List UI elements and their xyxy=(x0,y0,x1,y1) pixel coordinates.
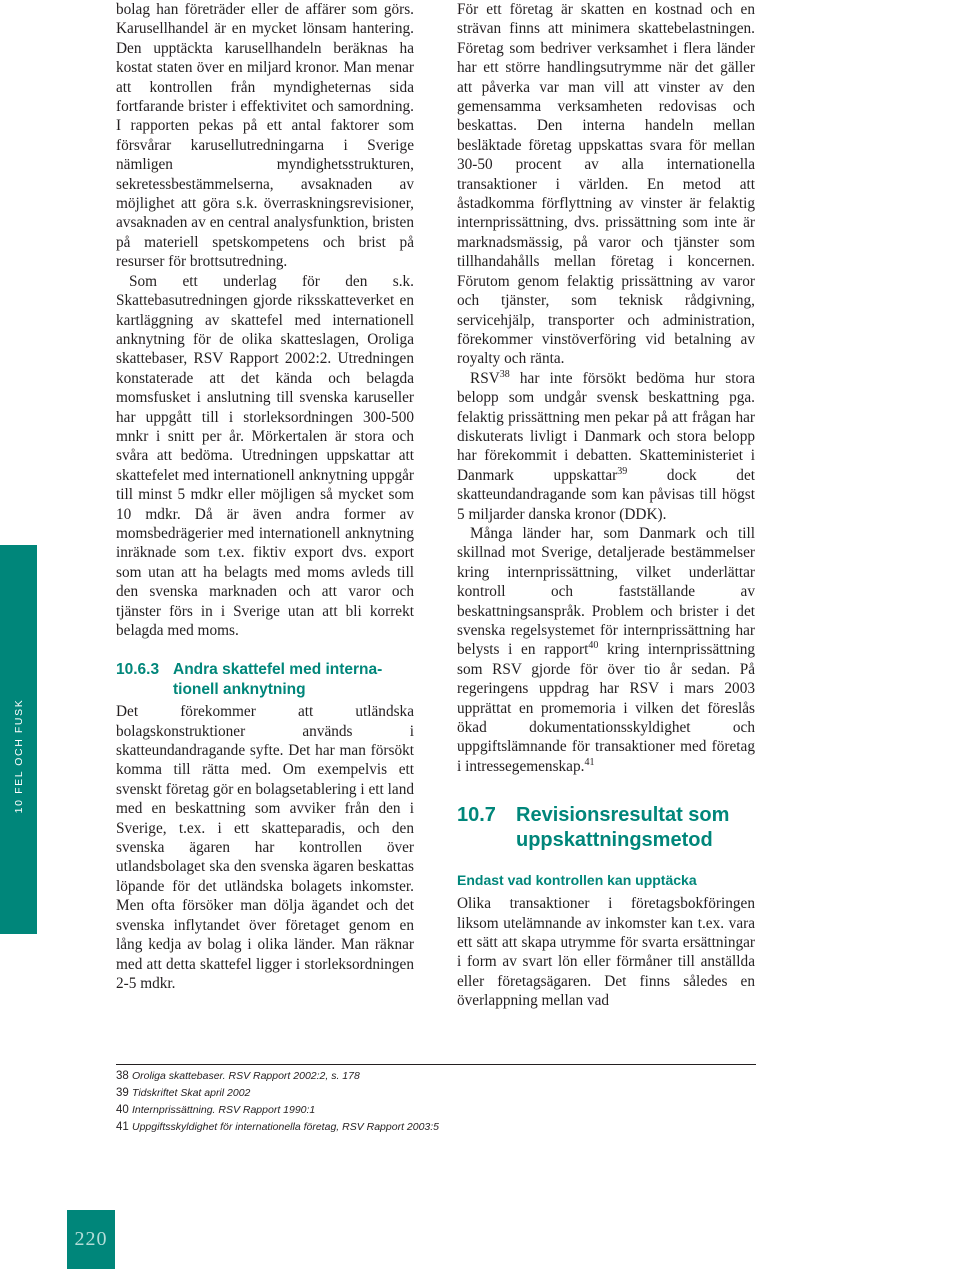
chapter-side-tab xyxy=(0,545,37,934)
footnote-ref-40: 40 xyxy=(588,640,599,652)
section-title xyxy=(516,803,729,853)
footnote-text: Internprissättning. RSV Rapport 1990:1 xyxy=(132,1104,316,1116)
section-title-line-2: uppskattningsmetod xyxy=(516,829,713,852)
footnote-number: 40 xyxy=(116,1104,129,1116)
right-paragraph-4: Olika transaktioner i företagsbokföringen liksom utelämnande av inkomster kan t.ex. vara ett sätt att skapa utrymme för svarta ersättningar i form av svart lön eller förmåner till anställda eller företagsägaren. Det finns således en överlappning mellan vad xyxy=(457,895,755,1010)
footnote-39 xyxy=(116,1085,756,1102)
footnote-40 xyxy=(116,1102,756,1119)
footnote-number: 39 xyxy=(116,1087,129,1099)
footnote-ref-38: 38 xyxy=(499,368,510,380)
footnote-41 xyxy=(116,1119,756,1136)
footnote-text: Uppgiftsskyldighet för internationella företag, RSV Rapport 2003:5 xyxy=(132,1121,440,1133)
page-number: 220 xyxy=(74,1228,108,1250)
section-heading-10-6-3 xyxy=(116,660,414,699)
right-paragraph-3 xyxy=(457,524,755,776)
right-column xyxy=(457,0,755,1011)
footnote-38 xyxy=(116,1068,756,1085)
left-column xyxy=(116,0,414,993)
section-heading-10-7 xyxy=(457,803,755,853)
left-paragraph-1: bolag han företräder eller de affärer som görs. Karusellhandel är en mycket lönsam hantering. Den upptäckta karusellhandeln beräknas ha kostat staten över en miljard kronor. Man menar att kontrollen från myndigheternas sida fortfarande brister i effektivitet och samordning. I rapporten pekas på ett antal faktorer som försvårar karusellutredningarna i Sverige nämligen myndighetsstrukturen, sekretessbestämmelserna, avsaknaden av möjlighet att göra s.k. överraskningsrevisioner, avsaknaden av en central analysfunktion, bristen på materiell spetskompetens och brist på resurser för brottsutredning. xyxy=(116,1,414,271)
chapter-label: 10 FEL OCH FUSK xyxy=(12,698,25,814)
right-paragraph-2 xyxy=(457,369,755,524)
right-paragraph-1: För ett företag är skatten en kostnad och en strävan finns att minimera skattebelastningen. Företag som bedriver verksamhet i flera länder har ett större handlingsutrymme när det gäller att påverka var man vill att vinster av den gemensamma verksamheten redovisas och beskattas. Den interna handeln mellan besläktade företag uppskattas svara för mellan 30-50 procent av alla internationella transaktioner i världen. En metod att åstadkomma förflyttning av vinster är felaktig internprissättning, dvs. prissättning som inte är marknadsmässig, på varor och tjänster som tillhandahålls mellan företag i koncernen. Förutom genom felaktig prissättning av varor och tjänster, som teknisk rådgivning, servicehjälp, transporter och administration, förekommer vinstöverföring vid betalning av royalty och ränta. xyxy=(457,1,755,368)
footnote-number: 38 xyxy=(116,1070,129,1082)
section-number: 10.7 xyxy=(457,804,496,827)
footnote-number: 41 xyxy=(116,1121,129,1133)
subheading: Endast vad kontrollen kan upptäcka xyxy=(457,872,697,889)
footnote-text: Tidskriftet Skat april 2002 xyxy=(132,1087,251,1099)
page-number-tab xyxy=(67,1210,115,1269)
footnote-text: Oroliga skattebaser. RSV Rapport 2002:2, s. 178 xyxy=(132,1070,360,1082)
footnotes xyxy=(116,1068,756,1136)
section-title-line-1: Andra skattefel med interna- xyxy=(173,661,383,679)
section-title xyxy=(173,660,382,699)
left-paragraph-3: Det förekommer att utländska bolagskonstruktioner används i skatteundandragande syfte. Det har man försökt komma till rätta med. Om exempelvis ett svenskt företag gör en bolagsetablering i ett land med en beskattning som avviker från den i Sverige, t.ex. i ett skatteparadis, och den svenska ägaren har kontrollen över utlandsbolaget ska den svenska ägaren beskattas löpande för det utländska bolagets inkomster. Men ofta försöker man dölja ägandet och det svenska inflytandet över företaget genom en lång kedja av bolag i olika länder. Man räknar med att detta skattefel ligger i storleksordningen 2-5 mdkr. xyxy=(116,703,414,992)
footnote-divider xyxy=(116,1064,756,1065)
text-run: Många länder har, som Danmark och till skillnad mot Sverige, detaljerade bestämmelser kring internprissättning, vilket underlättar kontroll och fastställande av beskattningsanspråk. Problem och brister i det svenska regelsystemet för internprissättning har belysts i en rapport xyxy=(457,524,755,659)
footnote-ref-39: 39 xyxy=(617,465,628,477)
text-run: RSV xyxy=(470,369,500,387)
section-title-line-2: tionell anknytning xyxy=(173,680,306,698)
text-run: har inte försökt bedöma hur stora belopp som undgår svensk beskattning pga. felaktig prissättning men pekar på att frågan har diskuterats livligt i Danmark och stora belopp har förekommit i debatten. Skatteministeriet i Danmark uppskattar xyxy=(457,369,755,484)
section-title-line-1: Revisionsresultat som xyxy=(516,804,730,827)
footnote-ref-41: 41 xyxy=(584,756,595,768)
left-paragraph-2: Som ett underlag för den s.k. Skattebasutredningen gjorde riksskatteverket en kartläggning av skattefel med internationell anknytning för de olika skatteslagen, Oroliga skattebaser, RSV Rapport 2002:2. Utredningen konstaterade att det kända och belagda momsfusket i anslutning till svenska karuseller har uppgått till i storleksordningen 300-500 mnkr i snitt per år. Mörkertalen är stora och svåra att bedöma. Utredningen uppskattar att skattefelet med internationell anknytning uppgår till minst 5 mdkr eller möjligen så mycket som 10 mdkr. Då är även andra former av momsbedrägerier med internationell anknytning inräknade som t.ex. fiktiv export dvs. export som utan att ha belagts med moms avleds till den svenska marknaden och att varor och tjänster förs in i Sverige utan att bli korrekt belagda med moms. xyxy=(116,272,414,639)
text-run: kring internprissättning som RSV gjorde för över tio år sedan. På regeringens uppdrag har RSV i mars 2003 upprättat en promemoria i vilken det föreslås ökad dokumentationsskyldighet och uppgiftslämnande för transaktioner med företag i intressegemenskap. xyxy=(457,641,755,775)
section-number: 10.6.3 xyxy=(116,661,160,679)
text-run: dock det skatteundandragande som kan påvisas till högst 5 miljarder danska kronor (DDK). xyxy=(457,466,755,523)
